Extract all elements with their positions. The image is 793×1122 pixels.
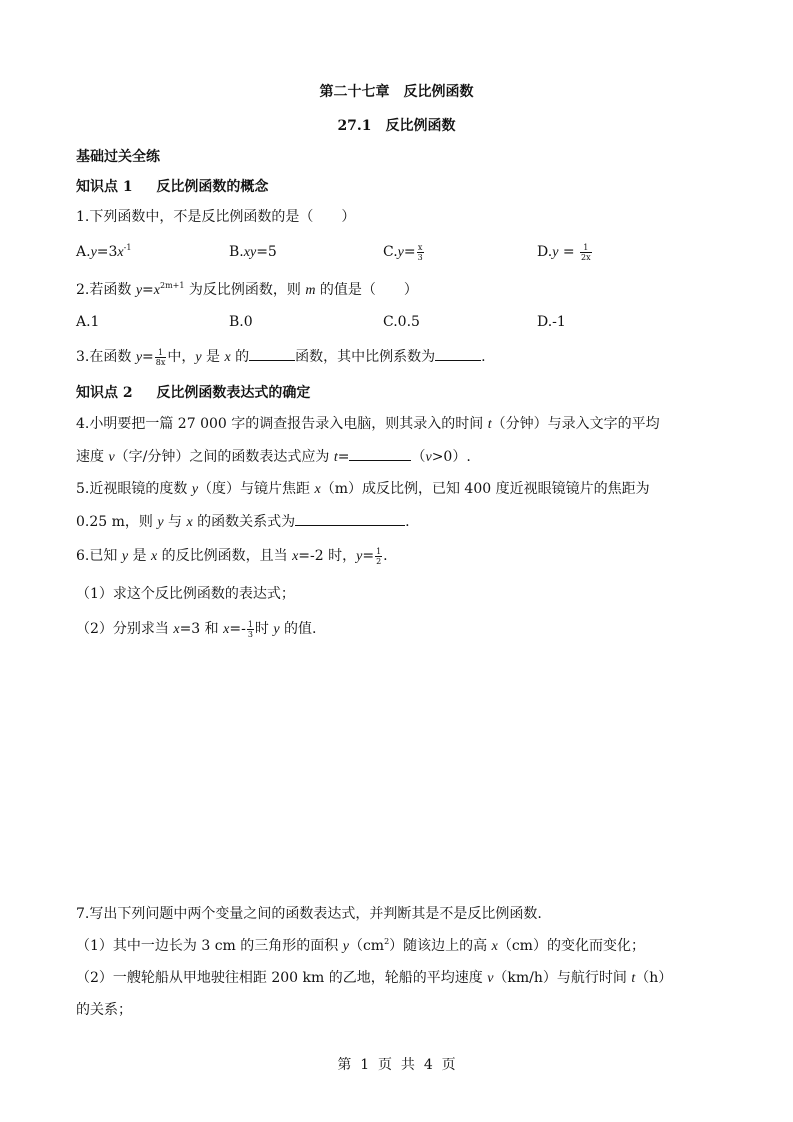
q6-fraction: $\frac{1}{2}$ bbox=[376, 546, 382, 566]
q1-option-d: D.y = $\frac{1}{2x}$ bbox=[537, 242, 591, 262]
q3-fraction: $\frac{1}{8x}$ bbox=[155, 347, 166, 367]
chapter-title: 第二十七章 反比例函数 bbox=[319, 84, 474, 100]
q7-sub-2-line-2: 的关系； bbox=[76, 1002, 132, 1018]
q1-option-b: B.xy=5 bbox=[229, 244, 277, 260]
q5-line-1: 5.近视眼镜的度数 y（度）与镜片焦距 x（m）成反比例，已知 400 度近视眼镜镜片的焦距为 bbox=[76, 481, 650, 497]
q1-option-a: $A.y=3x^{-1}$ bbox=[76, 243, 132, 260]
q4-blank[interactable] bbox=[349, 446, 411, 461]
q2-option-d: D.-1 bbox=[537, 314, 566, 330]
q2-option-b: B.0 bbox=[229, 314, 253, 330]
page-footer: 第 1 页 共 4 页 bbox=[337, 1057, 456, 1073]
kp2-title: 反比例函数表达式的确定 bbox=[156, 385, 311, 401]
q3-blank-2[interactable] bbox=[435, 346, 481, 361]
q3-blank-1[interactable] bbox=[249, 346, 295, 361]
q5-blank[interactable] bbox=[295, 511, 405, 526]
q2-option-a: A.1 bbox=[76, 314, 100, 330]
kp1-title: 反比例函数的概念 bbox=[156, 179, 269, 195]
kp1-label: 知识点 1 bbox=[76, 179, 133, 195]
q1-c-fraction: $\frac{x}{3}$ bbox=[417, 242, 423, 262]
q3: 3.在函数 y= $\frac{1}{8x}$ 中，y 是 x 的 函数，其中比例系数为 . bbox=[76, 347, 486, 367]
knowledge-point-1 bbox=[76, 177, 268, 197]
q2-stem: 2.若函数 $y=x^{2m+1}$ 为反比例函数，则 m 的值是（ ） bbox=[76, 281, 418, 298]
section-title: 27.1 反比例函数 bbox=[337, 118, 456, 134]
q7-stem: 7.写出下列问题中两个变量之间的函数表达式，并判断其是不是反比例函数. bbox=[76, 906, 542, 922]
q2-option-c: C.0.5 bbox=[383, 314, 420, 330]
q7-sub-2-line-1: （2）一艘轮船从甲地驶往相距 200 km 的乙地，轮船的平均速度 v（km/h）与航行时间 t（h） bbox=[76, 970, 673, 986]
q4-line-1: 4.小明要把一篇 27 000 字的调查报告录入电脑，则其录入的时间 t（分钟）与录入文字的平均 bbox=[76, 416, 660, 432]
q6-sub-2: （2）分别求当 x=3 和 x=- $\frac{1}{3}$ 时 y 的值. bbox=[76, 619, 317, 639]
q6-sub-1: （1）求这个反比例函数的表达式； bbox=[76, 586, 295, 602]
q1-option-c: C.y= $\frac{x}{3}$ bbox=[383, 242, 423, 262]
q1-stem: 1.下列函数中，不是反比例函数的是（ ） bbox=[76, 209, 356, 225]
q2-options bbox=[76, 312, 736, 334]
q6-sub2-fraction: $\frac{1}{3}$ bbox=[247, 619, 253, 639]
q1-options bbox=[76, 242, 736, 266]
q7-sub-1: （1）其中一边长为 3 cm 的三角形的面积 $y(cm^2)$随该边上的高 x（cm）的变化而变化； bbox=[76, 937, 645, 954]
q5-line-2: 0.25 m，则 y 与 x 的函数关系式为 . bbox=[76, 511, 410, 533]
kp2-label: 知识点 2 bbox=[76, 385, 133, 401]
q4-line-2: 速度 v（字/分钟）之间的函数表达式应为 t= （v>0）. bbox=[76, 446, 471, 468]
knowledge-point-2 bbox=[76, 383, 310, 403]
group-title: 基础过关全练 bbox=[76, 149, 160, 165]
q6-stem: 6.已知 y 是 x 的反比例函数，且当 x=-2 时，y= $\frac{1}{2}$ . bbox=[76, 546, 388, 566]
q1-d-fraction: $\frac{1}{2x}$ bbox=[581, 242, 591, 262]
